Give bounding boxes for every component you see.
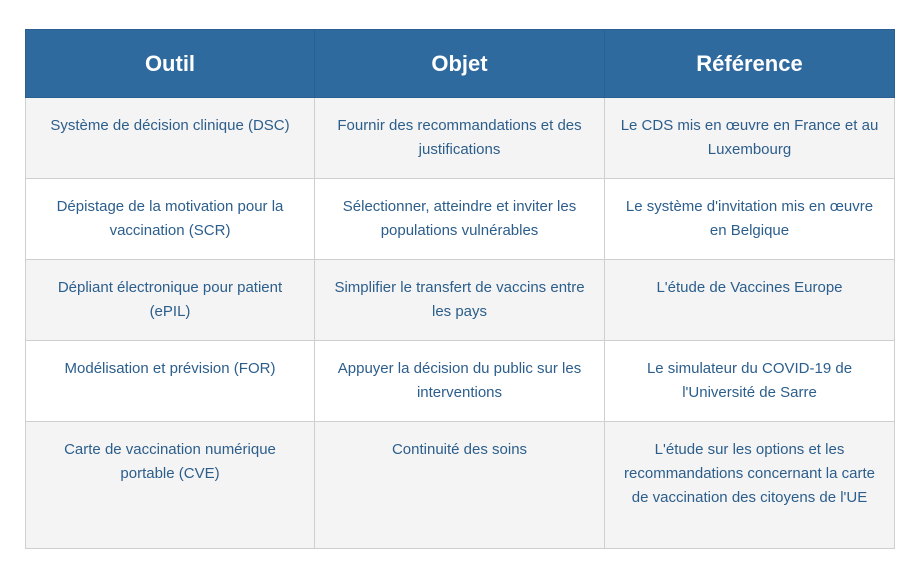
cell-objet: Fournir des recommandations et des justifications	[315, 98, 605, 179]
cell-objet: Simplifier le transfert de vaccins entre les pays	[315, 260, 605, 341]
header-row	[26, 30, 895, 98]
cell-reference: Le CDS mis en œuvre en France et au Luxembourg	[605, 98, 895, 179]
column-header-objet: Objet	[315, 30, 605, 98]
table-row	[26, 260, 895, 341]
cell-reference: Le système d'invitation mis en œuvre en Belgique	[605, 179, 895, 260]
column-header-outil: Outil	[26, 30, 315, 98]
table-header	[26, 30, 895, 98]
column-header-reference: Référence	[605, 30, 895, 98]
cell-outil: Dépliant électronique pour patient (ePIL)	[26, 260, 315, 341]
cell-outil: Carte de vaccination numérique portable (CVE)	[26, 422, 315, 549]
cell-reference: L'étude de Vaccines Europe	[605, 260, 895, 341]
cell-reference: Le simulateur du COVID-19 de l'Université de Sarre	[605, 341, 895, 422]
cell-reference: L'étude sur les options et les recommandations concernant la carte de vaccination des citoyens de l'UE	[605, 422, 895, 549]
table-row	[26, 341, 895, 422]
cell-objet: Sélectionner, atteindre et inviter les populations vulnérables	[315, 179, 605, 260]
cell-outil: Modélisation et prévision (FOR)	[26, 341, 315, 422]
cell-objet: Continuité des soins	[315, 422, 605, 549]
table-row	[26, 98, 895, 179]
tools-table	[25, 29, 895, 549]
table-body	[26, 98, 895, 549]
table-row	[26, 179, 895, 260]
cell-outil: Dépistage de la motivation pour la vaccination (SCR)	[26, 179, 315, 260]
cell-objet: Appuyer la décision du public sur les interventions	[315, 341, 605, 422]
table-row	[26, 422, 895, 549]
cell-outil: Système de décision clinique (DSC)	[26, 98, 315, 179]
